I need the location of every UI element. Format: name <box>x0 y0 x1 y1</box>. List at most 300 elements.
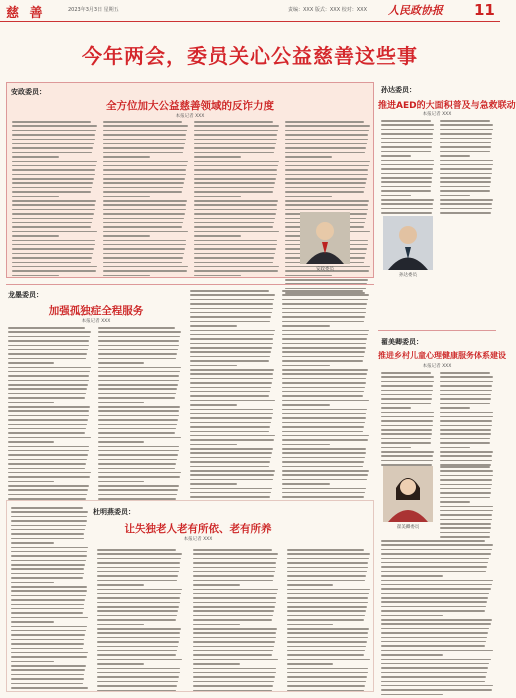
text-line <box>103 266 188 268</box>
text-line <box>190 378 273 380</box>
text-line <box>282 496 364 498</box>
text-line <box>282 413 366 415</box>
text-line <box>12 178 94 180</box>
text-line <box>282 356 364 358</box>
text-line <box>285 147 366 149</box>
text-line <box>12 156 59 158</box>
text-line <box>381 553 491 555</box>
text-line <box>440 164 493 166</box>
masthead <box>0 0 500 22</box>
text-line <box>287 602 368 604</box>
article-body-col-2 <box>440 120 494 217</box>
text-line <box>381 455 433 457</box>
text-line <box>287 575 366 577</box>
text-line <box>103 262 182 264</box>
text-line <box>440 212 491 214</box>
text-line <box>440 429 491 431</box>
article-title: 让失独老人老有所依、老有所养 <box>124 523 272 535</box>
text-line <box>97 593 181 595</box>
text-line <box>381 151 431 153</box>
text-line <box>285 130 369 132</box>
text-line <box>190 417 272 419</box>
text-line <box>381 566 487 568</box>
text-line <box>190 452 272 454</box>
text-line <box>282 452 366 454</box>
text-line <box>381 381 434 383</box>
text-line <box>287 549 364 551</box>
text-line <box>193 580 273 582</box>
text-line <box>194 200 278 202</box>
text-line <box>12 204 95 206</box>
text-line <box>194 182 275 184</box>
text-line <box>103 196 150 198</box>
text-line <box>97 632 180 634</box>
text-line <box>440 124 493 126</box>
text-line <box>8 415 89 417</box>
text-line <box>190 369 274 371</box>
text-line <box>381 195 411 197</box>
text-line <box>282 422 365 424</box>
text-line <box>97 628 181 630</box>
text-line <box>282 387 365 389</box>
text-line <box>11 656 87 658</box>
text-line <box>194 266 279 268</box>
text-line <box>193 681 274 683</box>
article-byline: 本报记者 XXX <box>422 112 452 117</box>
text-line <box>11 560 86 562</box>
text-line <box>11 595 86 597</box>
text-line <box>381 645 485 647</box>
text-line <box>381 120 431 122</box>
text-line <box>97 685 177 687</box>
text-line <box>285 169 368 171</box>
text-line <box>381 593 489 595</box>
text-line <box>190 373 273 375</box>
text-line <box>97 562 180 564</box>
text-line <box>194 169 277 171</box>
text-line <box>190 387 271 389</box>
speaker-name: 翟美卿委员： <box>381 338 423 346</box>
text-line <box>287 676 367 678</box>
photo-caption: 孙达委员 <box>399 273 417 278</box>
text-line <box>440 390 492 392</box>
text-line <box>381 549 492 551</box>
text-line <box>97 584 144 586</box>
text-line <box>190 435 275 437</box>
text-line <box>440 199 493 201</box>
text-line <box>381 667 488 669</box>
text-line <box>11 586 87 588</box>
text-line <box>381 442 431 444</box>
text-line <box>8 481 54 483</box>
article-body-col-3 <box>440 466 494 541</box>
speaker-name: 安政委员： <box>11 88 46 96</box>
text-line <box>98 485 179 487</box>
text-line <box>282 488 366 490</box>
text-line <box>12 209 95 211</box>
text-line <box>381 615 443 617</box>
text-line <box>12 200 96 202</box>
text-line <box>440 470 493 472</box>
article-title: 全方位加大公益慈善领域的反诈力度 <box>106 100 274 112</box>
text-line <box>103 174 186 176</box>
text-line <box>8 358 86 360</box>
text-line <box>440 190 490 192</box>
text-line <box>440 510 493 512</box>
text-line <box>440 425 492 427</box>
text-line <box>11 507 83 509</box>
text-line <box>97 602 180 604</box>
text-line <box>287 593 369 595</box>
text-line <box>440 372 490 374</box>
text-line <box>381 689 492 691</box>
text-line <box>190 474 274 476</box>
text-line <box>282 391 364 393</box>
article-body-col-4 <box>287 549 371 694</box>
text-line <box>282 457 365 459</box>
text-line <box>287 584 333 586</box>
text-line <box>193 562 276 564</box>
text-line <box>97 624 144 626</box>
text-line <box>103 139 186 141</box>
text-line <box>11 538 84 540</box>
text-line <box>12 121 91 123</box>
text-line <box>190 413 273 415</box>
text-line <box>194 235 241 237</box>
text-line <box>8 459 87 461</box>
text-line <box>287 641 367 643</box>
text-line <box>194 134 277 136</box>
text-line <box>285 143 367 145</box>
text-line <box>381 672 487 674</box>
text-line <box>440 385 492 387</box>
text-line <box>194 196 241 198</box>
text-line <box>98 375 179 377</box>
text-line <box>190 479 273 481</box>
text-line <box>381 694 443 696</box>
text-line <box>11 568 84 570</box>
text-line <box>11 564 85 566</box>
text-line <box>190 360 269 362</box>
article-body-col-1 <box>381 372 435 469</box>
text-line <box>287 553 370 555</box>
text-line <box>97 619 176 621</box>
text-line <box>381 203 433 205</box>
text-line <box>282 290 363 292</box>
text-line <box>194 130 278 132</box>
text-line <box>11 674 84 676</box>
article-title: 推进乡村儿童心理健康服务体系建设 <box>378 351 506 360</box>
text-line <box>287 663 333 665</box>
text-line <box>98 459 177 461</box>
text-line <box>8 388 87 390</box>
text-line <box>97 641 179 643</box>
text-line <box>285 204 368 206</box>
text-line <box>381 372 431 374</box>
text-line <box>381 168 433 170</box>
text-line <box>103 240 186 242</box>
text-line <box>282 365 330 367</box>
text-line <box>282 492 365 494</box>
text-line <box>381 208 433 210</box>
text-line <box>287 632 368 634</box>
text-line <box>287 685 365 687</box>
text-line <box>440 168 492 170</box>
text-line <box>97 676 179 678</box>
text-line <box>98 419 178 421</box>
text-line <box>103 270 187 272</box>
text-line <box>190 400 275 402</box>
text-line <box>98 432 175 434</box>
text-line <box>103 226 182 228</box>
text-line <box>287 668 368 670</box>
text-line <box>381 146 432 148</box>
article-body-col-4 <box>381 540 494 694</box>
text-line <box>381 155 411 157</box>
text-line <box>194 270 278 272</box>
text-line <box>381 584 492 586</box>
text-line <box>103 231 188 233</box>
text-line <box>381 606 486 608</box>
text-line <box>98 415 179 417</box>
text-line <box>381 659 491 661</box>
text-line <box>440 492 491 494</box>
text-line <box>287 567 368 569</box>
text-line <box>287 580 365 582</box>
text-line <box>285 161 370 163</box>
text-line <box>194 139 277 141</box>
text-line <box>11 626 87 628</box>
text-line <box>97 580 177 582</box>
text-line <box>190 334 274 336</box>
text-line <box>381 681 485 683</box>
text-line <box>190 426 270 428</box>
text-line <box>193 650 273 652</box>
text-line <box>97 668 180 670</box>
text-line <box>440 447 470 449</box>
text-line <box>97 690 176 692</box>
text-line <box>287 624 333 626</box>
text-line <box>381 212 432 214</box>
text-line <box>287 597 368 599</box>
text-line <box>8 393 86 395</box>
text-line <box>282 325 330 327</box>
text-line <box>12 147 93 149</box>
text-line <box>11 639 84 641</box>
text-line <box>282 474 368 476</box>
text-line <box>381 601 487 603</box>
text-line <box>287 610 366 612</box>
text-line <box>381 650 493 652</box>
text-line <box>440 420 492 422</box>
text-line <box>282 435 369 437</box>
text-line <box>8 402 54 404</box>
text-line <box>11 630 86 632</box>
text-line <box>12 244 95 246</box>
text-line <box>103 156 150 158</box>
text-line <box>98 428 176 430</box>
text-line <box>98 494 177 496</box>
text-line <box>381 571 486 573</box>
text-line <box>287 681 366 683</box>
text-line <box>103 130 187 132</box>
text-line <box>190 294 275 296</box>
text-line <box>194 218 275 220</box>
text-line <box>282 373 367 375</box>
text-line <box>381 433 432 435</box>
text-line <box>282 483 330 485</box>
text-line <box>381 580 493 582</box>
article-body-col-1 <box>381 120 435 217</box>
text-line <box>282 360 363 362</box>
text-line <box>440 160 493 162</box>
speaker-name: 龙墨委员： <box>8 291 43 299</box>
text-line <box>190 492 271 494</box>
text-line <box>194 253 275 255</box>
text-line <box>103 182 184 184</box>
text-line <box>12 191 91 193</box>
text-line <box>193 646 274 648</box>
article-body-col-2 <box>103 121 189 279</box>
text-line <box>440 433 491 435</box>
text-line <box>98 393 176 395</box>
text-line <box>282 417 366 419</box>
text-line <box>193 672 276 674</box>
text-line <box>103 222 183 224</box>
text-line <box>103 253 184 255</box>
text-line <box>8 340 89 342</box>
text-line <box>190 290 269 292</box>
text-line <box>97 654 176 656</box>
text-line <box>12 213 94 215</box>
text-line <box>193 685 273 687</box>
text-line <box>190 488 272 490</box>
text-line <box>11 669 85 671</box>
page-number: 11 <box>474 1 495 19</box>
text-line <box>103 147 184 149</box>
text-line <box>103 143 185 145</box>
text-line <box>12 196 59 198</box>
text-line <box>194 262 273 264</box>
text-line <box>194 231 279 233</box>
text-line <box>440 475 493 477</box>
text-line <box>194 191 273 193</box>
text-line <box>103 165 187 167</box>
text-line <box>190 303 273 305</box>
text-line <box>12 130 96 132</box>
text-line <box>98 367 181 369</box>
text-line <box>285 275 332 277</box>
text-line <box>440 208 492 210</box>
text-line <box>440 455 492 457</box>
text-line <box>381 407 411 409</box>
text-line <box>381 403 431 405</box>
text-line <box>287 558 369 560</box>
text-line <box>194 257 274 259</box>
text-line <box>12 134 95 136</box>
text-line <box>190 382 272 384</box>
text-line <box>11 577 83 579</box>
text-line <box>98 384 178 386</box>
text-line <box>97 567 180 569</box>
text-line <box>282 444 330 446</box>
text-line <box>12 222 92 224</box>
text-line <box>194 240 277 242</box>
page-title: 今年两会，委员关心公益慈善这些事 <box>82 44 418 68</box>
text-line <box>282 461 364 463</box>
text-line <box>193 584 240 586</box>
text-line <box>440 129 493 131</box>
text-line <box>285 182 366 184</box>
divider <box>378 330 496 331</box>
text-line <box>97 549 176 551</box>
text-line <box>287 650 365 652</box>
text-line <box>282 338 367 340</box>
text-line <box>381 190 431 192</box>
text-line <box>8 367 91 369</box>
text-line <box>97 575 178 577</box>
article-body-col-3 <box>190 290 276 510</box>
article-byline: 本报记者 XXX <box>422 364 452 369</box>
text-line <box>381 199 434 201</box>
text-line <box>381 420 433 422</box>
text-line <box>8 353 87 355</box>
text-line <box>8 463 86 465</box>
text-line <box>97 663 144 665</box>
article-body-col-1 <box>12 121 98 279</box>
text-line <box>194 244 277 246</box>
text-line <box>381 133 433 135</box>
text-line <box>12 226 91 228</box>
text-line <box>285 196 332 198</box>
text-line <box>98 362 144 364</box>
text-line <box>381 416 434 418</box>
text-line <box>12 248 94 250</box>
text-line <box>282 334 368 336</box>
text-line <box>440 519 492 521</box>
text-line <box>287 571 367 573</box>
article-body-col-2 <box>98 327 182 511</box>
text-line <box>440 138 492 140</box>
text-line <box>194 125 279 127</box>
text-line <box>440 536 490 538</box>
text-line <box>285 165 369 167</box>
text-line <box>193 606 275 608</box>
text-line <box>194 165 278 167</box>
text-line <box>440 398 491 400</box>
text-line <box>98 388 177 390</box>
text-line <box>103 248 185 250</box>
text-line <box>381 160 434 162</box>
text-line <box>287 606 367 608</box>
text-line <box>440 416 493 418</box>
text-line <box>11 525 86 527</box>
text-line <box>98 358 176 360</box>
text-line <box>381 447 411 449</box>
text-line <box>440 523 491 525</box>
text-line <box>193 632 276 634</box>
text-line <box>98 463 176 465</box>
text-line <box>98 371 180 373</box>
text-line <box>8 345 89 347</box>
text-line <box>287 637 368 639</box>
text-line <box>103 218 184 220</box>
text-line <box>285 156 332 158</box>
text-line <box>98 336 180 338</box>
text-line <box>11 599 85 601</box>
editor-credits: 责编：XXX 版式：XXX 校对：XXX <box>288 7 368 13</box>
text-line <box>193 641 275 643</box>
